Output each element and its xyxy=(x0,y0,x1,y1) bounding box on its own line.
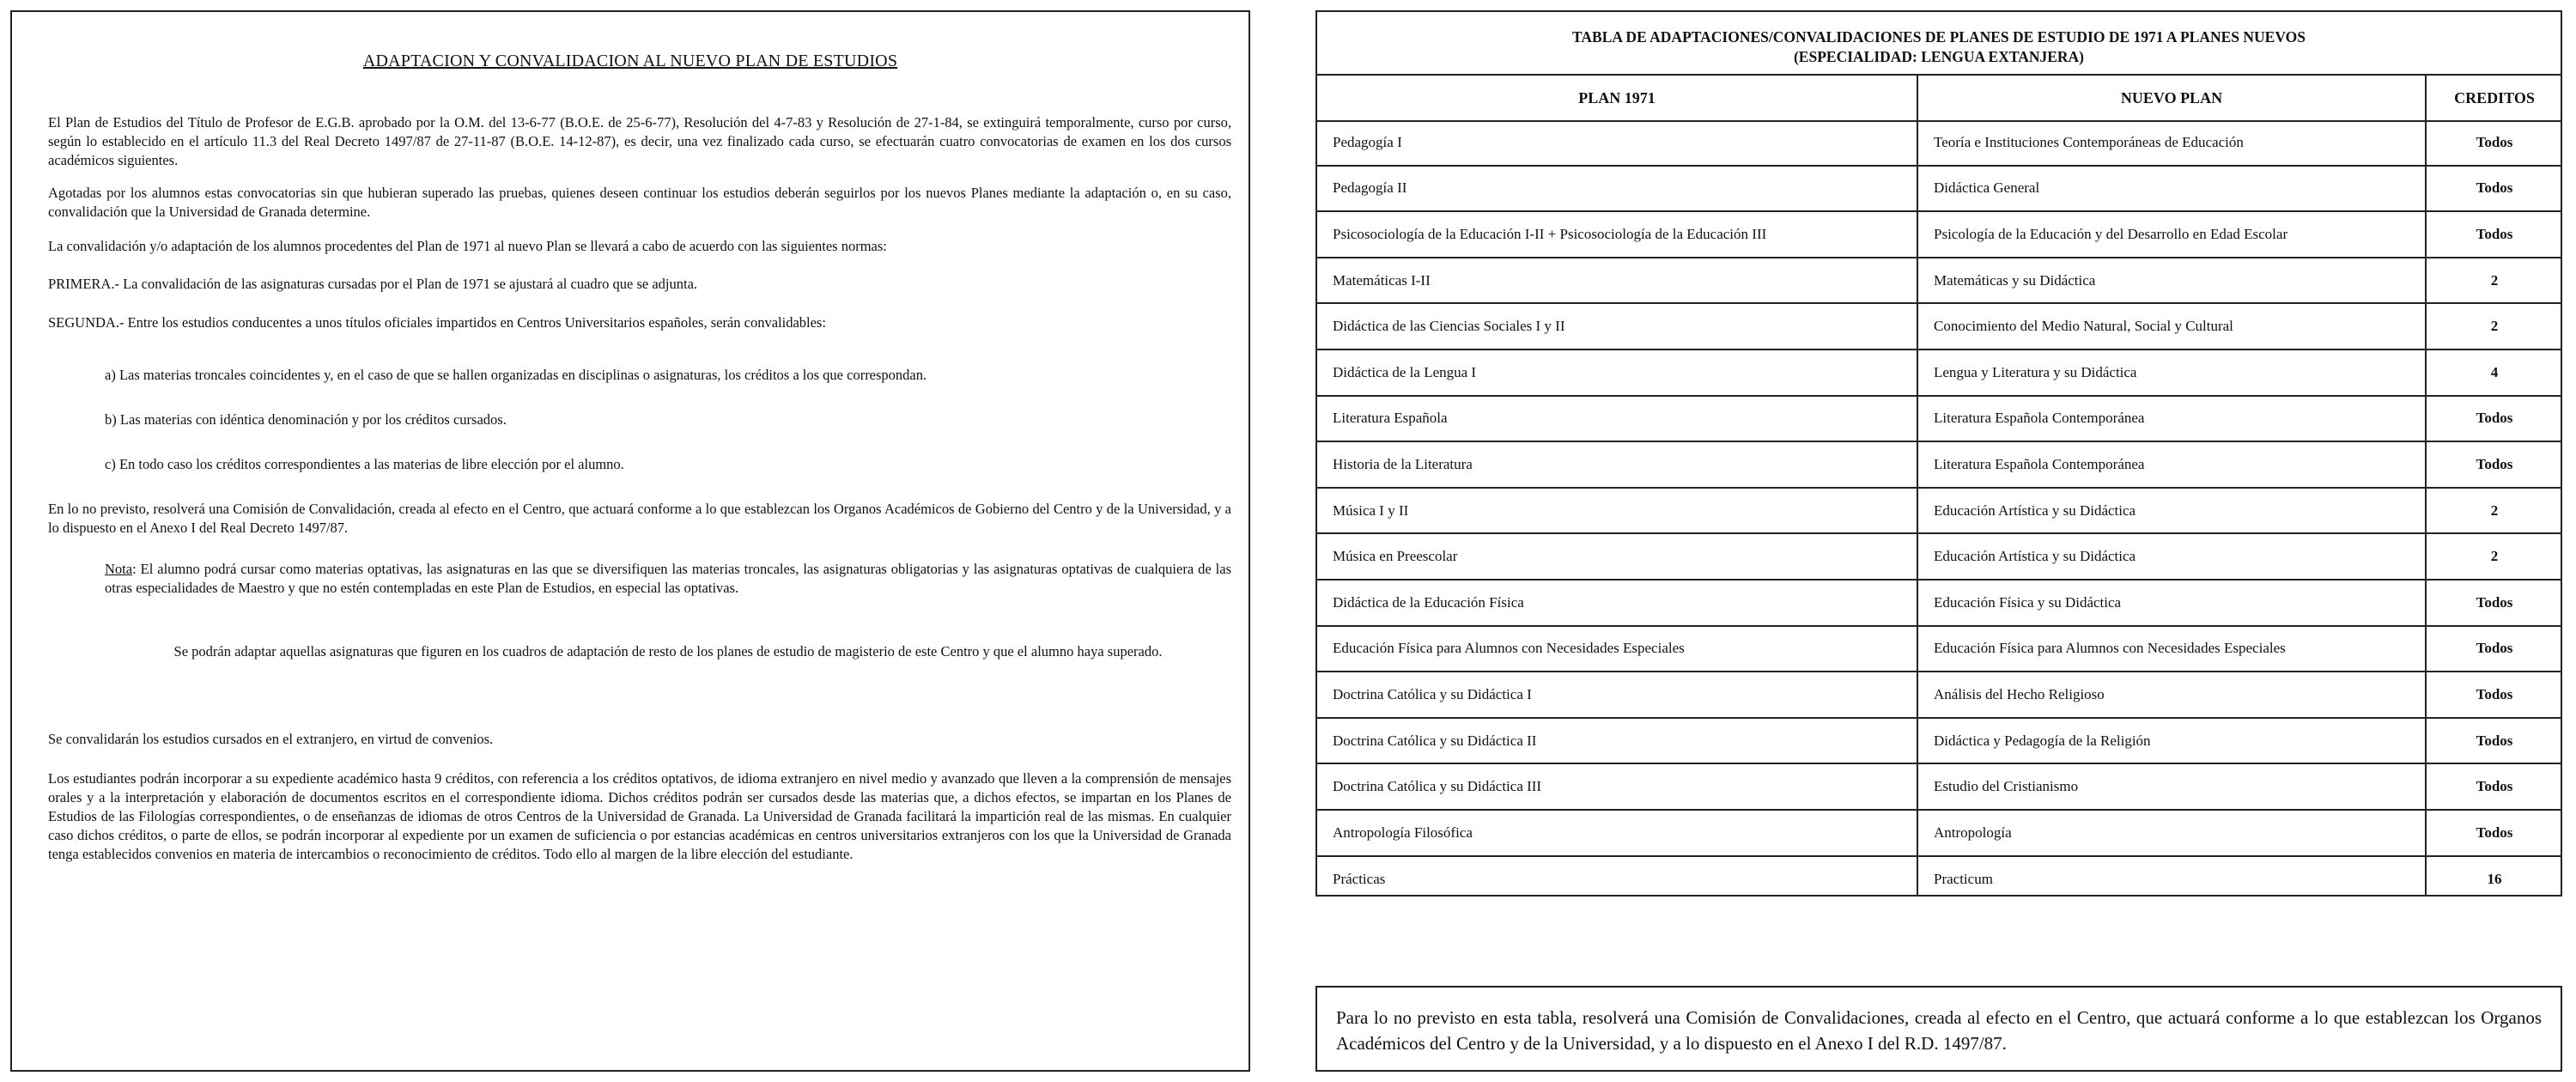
table-row xyxy=(1317,167,2561,213)
cell-plan-1971: Literatura Española xyxy=(1333,410,1448,427)
cell-plan-1971: Prácticas xyxy=(1333,871,1386,888)
table-title-line2: (ESPECIALIDAD: LENGUA EXTANJERA) xyxy=(1793,48,2085,65)
cell-creditos: Todos xyxy=(2476,410,2513,427)
table-row xyxy=(1317,212,2561,258)
cell-nuevo-plan: Educación Artística y su Didáctica xyxy=(1934,548,2136,565)
cell-creditos: Todos xyxy=(2476,133,2513,150)
header-plan-1971: PLAN 1971 xyxy=(1578,89,1656,106)
paragraph-plan-extinction: El Plan de Estudios del Título de Profesor de E.G.B. aprobado por la O.M. del 13-6-77 (B.O.E. de 25-6-77), Resolución del 4-7-83 y Resolución de 27-1-84, se extinguirá temporalmente, curso por curso, según lo establecido en el artículo 11.3 del Real Decreto 1497/87 de 27-11-87 (B.O.E. 14-12-87), es decir, una vez finalizado cada curso, se efectuarán cuatro convocatorias de examen en los dos cursos académicos siguientes. xyxy=(48,114,1231,168)
paragraph-language-credits: Los estudiantes podrán incorporar a su expediente académico hasta 9 créditos, con referencia a los créditos optativos, de idioma extranjero en nivel medio y avanzado que lleven a la comprensión de mensajes orales y a la interpretación y elaboración de documentos escritos en el correspondiente idioma. Dichos créditos podrán ser cursados desde las materias que, a dichos efectos, se impartan en los Planes de Estudios de las Filologías correspondientes, o de enseñanzas de idiomas de otros Centros de la Universidad de Granada. La Universidad de Granada facilitará la impartición real de las mismas. En cualquier caso dichos créditos, o parte de ellos, se podrán incorporar al expediente por un examen de suficiencia o por estancias académicas en centros universitarios extranjeros con los que la Universidad de Granada tenga establecidos convenios en materia de intercambios o reconocimiento de créditos. Todo ello al margen de la libre elección del estudiante. xyxy=(48,770,1231,862)
list-item-b: b) Las materias con idéntica denominación y por los créditos cursados. xyxy=(105,411,507,428)
cell-creditos: Todos xyxy=(2476,640,2513,657)
cell-plan-1971: Historia de la Literatura xyxy=(1333,455,1473,472)
cell-nuevo-plan: Didáctica General xyxy=(1934,179,2040,197)
table-row xyxy=(1317,534,2561,581)
cell-plan-1971: Didáctica de la Lengua I xyxy=(1333,363,1477,380)
cell-creditos: Todos xyxy=(2476,455,2513,472)
cell-creditos: Todos xyxy=(2476,824,2513,841)
paragraph-commission: En lo no previsto, resolverá una Comisión de Convalidación, creada al efecto en el Centro, que actuará conforme a lo que establezcan los Organos Académicos de Gobierno del Centro y de la Universidad, y a lo dispuesto en el Anexo I del Real Decreto 1497/87. xyxy=(48,501,1231,536)
cell-plan-1971: Didáctica de la Educación Física xyxy=(1333,593,1524,611)
cell-nuevo-plan: Educación Física para Alumnos con Necesidades Especiales xyxy=(1934,640,2286,657)
cell-nuevo-plan: Matemáticas y su Didáctica xyxy=(1934,271,2096,289)
cell-nuevo-plan: Didáctica y Pedagogía de la Religión xyxy=(1934,732,2151,749)
cell-plan-1971: Doctrina Católica y su Didáctica II xyxy=(1333,732,1537,749)
cell-nuevo-plan: Lengua y Literatura y su Didáctica xyxy=(1934,363,2137,380)
table-title-line1: TABLA DE ADAPTACIONES/CONVALIDACIONES DE PLANES DE ESTUDIO DE 1971 A PLANES NUEVOS xyxy=(1572,28,2306,46)
table-footnote: Para lo no previsto en esta tabla, resolverá una Comisión de Convalidaciones, creada al efecto en el Centro, que actuará conforme a lo que establezcan los Organos Académicos del Centro y de la Universidad, y a lo dispuesto en el Anexo I del R.D. 1497/87. xyxy=(1315,986,2562,1072)
adaptation-table xyxy=(1315,10,2562,897)
table-row xyxy=(1317,258,2561,305)
cell-plan-1971: Doctrina Católica y su Didáctica III xyxy=(1333,778,1542,795)
paragraph-foreign-studies: Se convalidarán los estudios cursados en el extranjero, en virtud de convenios. xyxy=(48,731,494,747)
header-creditos: CREDITOS xyxy=(2454,89,2535,106)
cell-plan-1971: Didáctica de las Ciencias Sociales I y II xyxy=(1333,318,1565,335)
cell-nuevo-plan: Literatura Española Contemporánea xyxy=(1934,410,2145,427)
header-nuevo-plan: NUEVO PLAN xyxy=(2120,89,2223,106)
cell-nuevo-plan: Literatura Española Contemporánea xyxy=(1934,455,2145,472)
cell-plan-1971: Música en Preescolar xyxy=(1333,548,1458,565)
table-title xyxy=(1317,19,2561,76)
cell-nuevo-plan: Análisis del Hecho Religioso xyxy=(1934,685,2105,702)
table-row xyxy=(1317,811,2561,857)
cell-nuevo-plan: Conocimiento del Medio Natural, Social y Cultural xyxy=(1934,318,2233,335)
regulations-document xyxy=(10,10,1250,1072)
cell-creditos: Todos xyxy=(2476,593,2513,611)
cell-plan-1971: Doctrina Católica y su Didáctica I xyxy=(1333,685,1532,702)
nota-label: Nota xyxy=(105,561,133,577)
cell-creditos: Todos xyxy=(2476,732,2513,749)
table-header-row xyxy=(1317,76,2561,122)
cell-plan-1971: Matemáticas I-II xyxy=(1333,271,1431,289)
list-item-c: c) En todo caso los créditos correspondientes a las materias de libre elección por el alumno. xyxy=(105,456,624,472)
table-row xyxy=(1317,627,2561,673)
nota-paragraph xyxy=(105,560,1231,598)
table-body xyxy=(1317,120,2561,903)
paragraph-adaptation: Se podrán adaptar aquellas asignaturas que figuren en los cuadros de adaptación de resto de los planes de estudio de magisterio de este Centro y que el alumno haya superado. xyxy=(173,643,1163,660)
cell-plan-1971: Pedagogía I xyxy=(1333,133,1402,150)
cell-creditos: 2 xyxy=(2490,548,2499,565)
cell-creditos: 2 xyxy=(2490,318,2499,335)
cell-nuevo-plan: Educación Física y su Didáctica xyxy=(1934,593,2122,611)
cell-nuevo-plan: Estudio del Cristianismo xyxy=(1934,778,2079,795)
paragraph-primera: PRIMERA.- La convalidación de las asignaturas cursadas por el Plan de 1971 se ajustará al cuadro que se adjunta. xyxy=(48,276,698,292)
table-row xyxy=(1317,304,2561,350)
table-row xyxy=(1317,350,2561,397)
table-row xyxy=(1317,442,2561,489)
table-row xyxy=(1317,489,2561,535)
table-row xyxy=(1317,397,2561,443)
cell-creditos: Todos xyxy=(2476,179,2513,197)
cell-nuevo-plan: Practicum xyxy=(1934,871,1993,888)
list-item-a: a) Las materias troncales coincidentes y, en el caso de que se hallen organizadas en disciplinas o asignaturas, los créditos a los que correspondan. xyxy=(105,367,927,383)
table-row xyxy=(1317,719,2561,765)
cell-creditos: 4 xyxy=(2490,363,2499,380)
paragraph-exhausted-calls: Agotadas por los alumnos estas convocatorias sin que hubieran superado las pruebas, quienes deseen continuar los estudios deberán seguirlos por los nuevos Planes mediante la adaptación o, en su caso, convalidación que la Universidad de Granada determine. xyxy=(48,185,1231,220)
table-row xyxy=(1317,120,2561,167)
table-row xyxy=(1317,672,2561,719)
cell-nuevo-plan: Educación Artística y su Didáctica xyxy=(1934,501,2136,519)
cell-creditos: 2 xyxy=(2490,501,2499,519)
cell-plan-1971: Música I y II xyxy=(1333,501,1409,519)
cell-nuevo-plan: Teoría e Instituciones Contemporáneas de Educación xyxy=(1934,133,2244,150)
cell-creditos: 16 xyxy=(2487,871,2502,888)
cell-plan-1971: Educación Física para Alumnos con Necesidades Especiales xyxy=(1333,640,1685,657)
cell-plan-1971: Antropología Filosófica xyxy=(1333,824,1473,841)
cell-creditos: Todos xyxy=(2476,685,2513,702)
table-row xyxy=(1317,764,2561,811)
nota-text: : El alumno podrá cursar como materias optativas, las asignaturas en las que se diversifiquen las materias troncales, las asignaturas obligatorias y las asignaturas optativas de cualquiera de las otras especialidades de Maestro y que no estén contempladas en este Plan de Estudios, en especial las optativas. xyxy=(105,561,1231,596)
paragraph-norms-intro: La convalidación y/o adaptación de los alumnos procedentes del Plan de 1971 al nuevo Plan se llevará a cabo de acuerdo con las siguientes normas: xyxy=(48,238,887,254)
table-row xyxy=(1317,857,2561,903)
document-title: ADAPTACION Y CONVALIDACION AL NUEVO PLAN DE ESTUDIOS xyxy=(362,52,898,70)
cell-plan-1971: Pedagogía II xyxy=(1333,179,1407,197)
cell-nuevo-plan: Antropología xyxy=(1934,824,2012,841)
cell-creditos: Todos xyxy=(2476,225,2513,242)
paragraph-segunda: SEGUNDA.- Entre los estudios conducentes a unos títulos oficiales impartidos en Centros Universitarios españoles, serán convalidables: xyxy=(48,314,826,331)
cell-creditos: Todos xyxy=(2476,778,2513,795)
cell-plan-1971: Psicosociología de la Educación I-II + Psicosociología de la Educación III xyxy=(1333,225,1767,242)
table-row xyxy=(1317,581,2561,627)
cell-creditos: 2 xyxy=(2490,271,2499,289)
cell-nuevo-plan: Psicología de la Educación y del Desarrollo en Edad Escolar xyxy=(1934,225,2288,242)
